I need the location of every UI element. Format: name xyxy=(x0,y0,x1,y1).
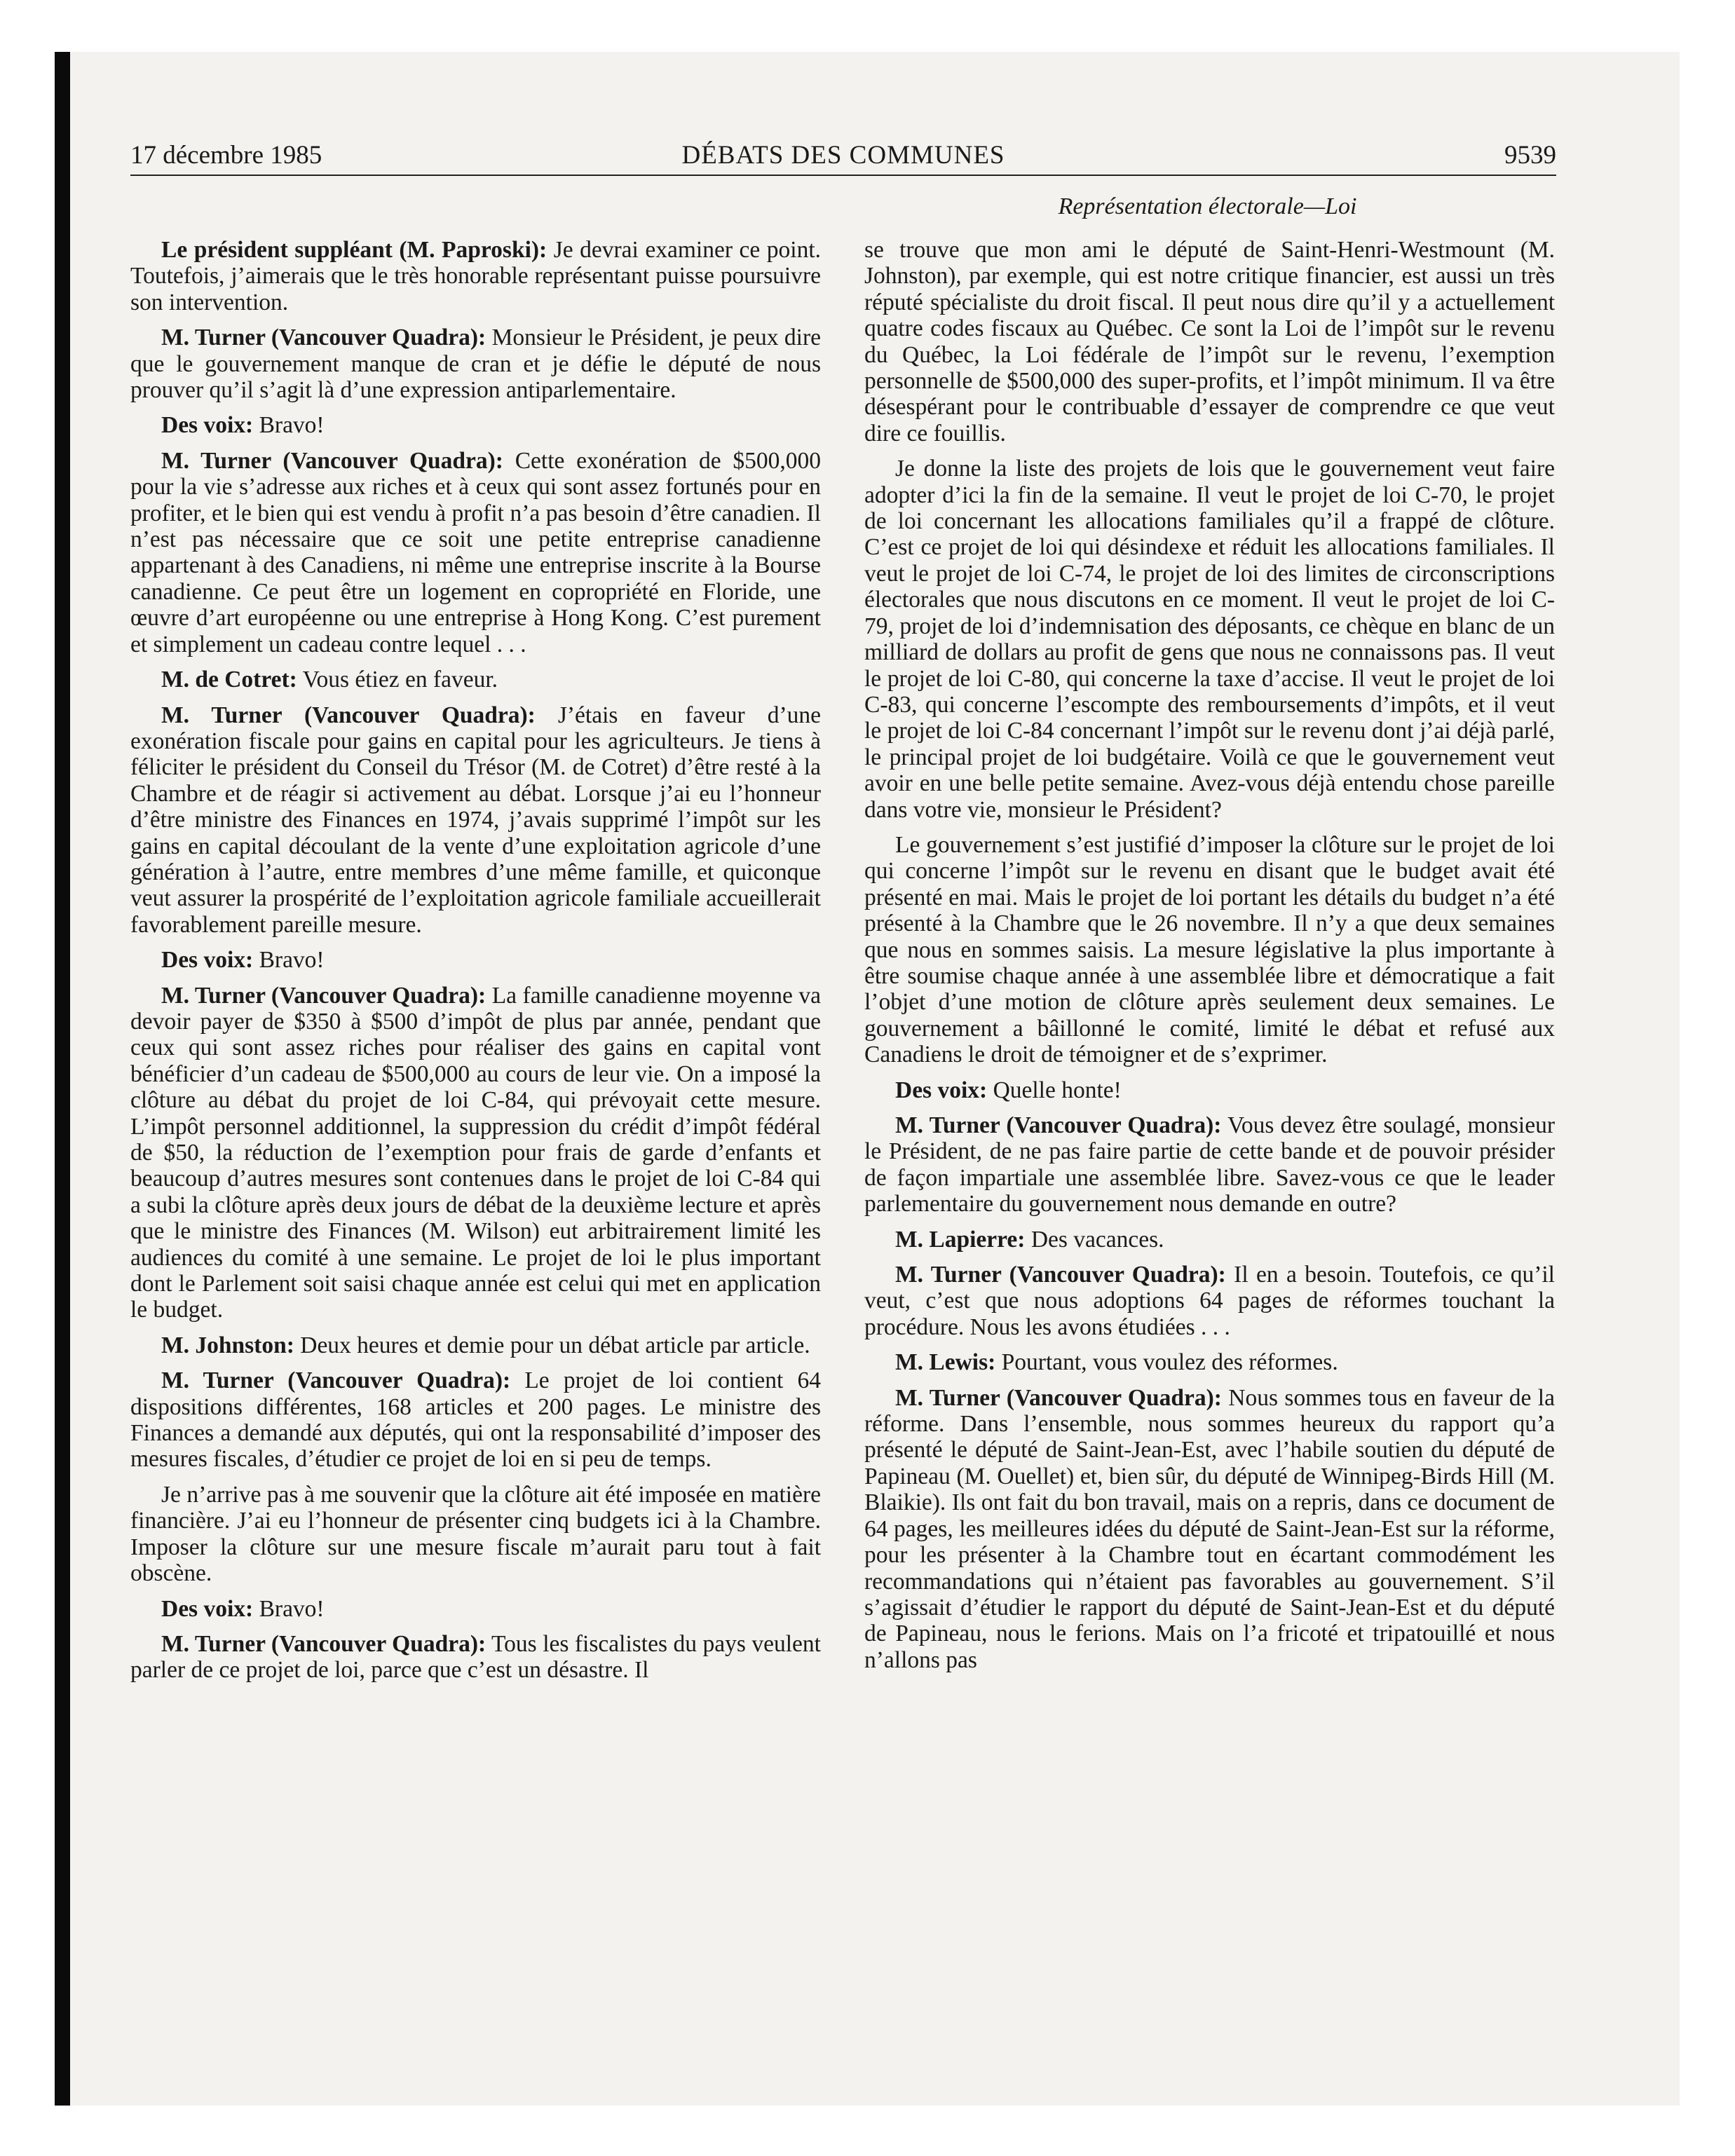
paragraph xyxy=(130,1367,821,1473)
speaker-name: M. Turner (Vancouver Quadra): xyxy=(161,325,487,351)
paragraph xyxy=(864,1349,1555,1375)
paragraph-text: Des vacances. xyxy=(1025,1226,1164,1253)
paragraph xyxy=(864,237,1555,446)
paragraph-text: Monsieur le Président, je peux dire que le gouvernement manque de cran et je défie le député de nous prouver qu’il s’agit là d’une expression antiparlementaire. xyxy=(130,325,821,404)
paragraph xyxy=(130,325,821,403)
header-title: DÉBATS DES COMMUNES xyxy=(681,141,1005,170)
paragraph-text: La famille canadienne moyenne va devoir payer de $350 à $500 d’impôt de plus par année, pendant que ceux qui sont assez riches pour réaliser des gains en capital vont bénéficier d’un cadeau de $500,000 au cours de leur vie. On a imposé la clôture au débat du projet de loi C-84, qui prévoyait cette mesure. L’impôt personnel additionnel, la suppression du crédit d’impôt fédéral de $50, la réduction de l’exemption pour frais de garde d’enfants et beaucoup d’autres mesures sont contenues dans le projet de loi C-84 qui a subi la clôture après deux jours de débat de la deuxième lecture et après que le ministre des Finances (M. Wilson) eut arbitrairement limité les audiences du comité à une semaine. Le projet de loi le plus important dont le Parlement soit saisi chaque année est celui qui met en application le budget. xyxy=(130,982,821,1323)
paragraph xyxy=(864,832,1555,1068)
speaker-name: M. Turner (Vancouver Quadra): xyxy=(161,447,503,474)
paragraph xyxy=(130,1482,821,1587)
paragraph xyxy=(864,1227,1555,1253)
paragraph-text: Le gouvernement s’est justifié d’imposer la clôture sur le projet de loi qui concerne l’impôt sur le revenu en disant que le budget avait été présenté en mai. Mais le projet de loi portant les détails du budget n’a été présenté à la Chambre que le 26 novembre. Il n’y a que deux semaines que nous en sommes saisis. La mesure législative la plus importante à être soumise chaque année à une assemblée libre et démocratique a fait l’objet d’une motion de clôture après seulement deux semaines. Le gouvernement a bâillonné le comité, limité le débat et refusé aux Canadiens le droit de témoigner et de s’exprimer. xyxy=(864,831,1555,1068)
paragraph-text: Il en a besoin. Toutefois, ce qu’il veut, c’est que nous adoptions 64 pages de réformes touchant la procédure. Nous les avons étudiées . . . xyxy=(864,1262,1555,1340)
paragraph xyxy=(864,1385,1555,1673)
paragraph xyxy=(130,702,821,939)
speaker-name: Des voix: xyxy=(895,1077,988,1103)
paragraph-text: Quelle honte! xyxy=(987,1077,1122,1103)
paragraph-text: Bravo! xyxy=(253,1595,325,1622)
paragraph-text: Tous les fiscalistes du pays veulent parler de ce projet de loi, parce que c’est un désastre. Il xyxy=(130,1630,821,1684)
speaker-name: M. de Cotret: xyxy=(161,667,297,693)
paragraph xyxy=(130,448,821,657)
paragraph xyxy=(130,237,821,315)
speaker-name: M. Turner (Vancouver Quadra): xyxy=(895,1112,1222,1138)
paragraph-text: Pourtant, vous voulez des réformes. xyxy=(995,1349,1338,1376)
speaker-name: M. Lewis: xyxy=(895,1349,996,1376)
speaker-name: M. Turner (Vancouver Quadra): xyxy=(895,1262,1226,1288)
speaker-name: Le président suppléant (M. Paproski): xyxy=(161,237,547,263)
header-date: 17 décembre 1985 xyxy=(130,141,322,170)
paragraph-text: Bravo! xyxy=(253,947,325,974)
page-header xyxy=(130,140,1556,179)
speaker-name: M. Johnston: xyxy=(161,1332,294,1358)
paragraph-text: Je devrai examiner ce point. Toutefois, j’aimerais que le très honorable représentant puisse poursuivre son intervention. xyxy=(130,237,821,315)
paragraph xyxy=(130,983,821,1323)
speaker-name: M. Turner (Vancouver Quadra): xyxy=(161,702,536,728)
paragraph xyxy=(130,667,821,692)
paragraph xyxy=(130,412,821,438)
speaker-name: M. Turner (Vancouver Quadra): xyxy=(895,1384,1222,1411)
speaker-name: M. Turner (Vancouver Quadra): xyxy=(161,1367,511,1394)
paragraph-text: Nous sommes tous en faveur de la réforme. Dans l’ensemble, nous sommes heureux du rapport qu’a présenté le député de Saint-Jean-Est, avec l’habile soutien du député de Papineau (M. Ouellet) et, bien sûr, du député de Winnipeg-Birds Hill (M. Blaikie). Ils ont fait du bon travail, mais on a repris, dans ce document de 64 pages, les meilleures idées du député de Saint-Jean-Est sur la réforme, pour les présenter à la Chambre tout en écartant commodément les recommandations qui n’étaient pas favorables au gouvernement. S’il s’agissait d’étudier le rapport du député de Saint-Jean-Est et du député de Papineau, nous le ferions. Mais on l’a fricoté et tripatouillé et nous n’allons pas xyxy=(864,1384,1555,1673)
paragraph-text: Cette exonération de $500,000 pour la vie s’adresse aux riches et à ceux qui sont assez fortunés pour en profiter, et le bien qui est vendu à profit n’a pas besoin d’être canadien. Il n’est pas nécessaire que ce soit une petite entreprise canadienne appartenant à des Canadiens, ni même une entreprise inscrite à la Bourse canadienne. Ce peut être un logement en copropriété en Floride, une œuvre d’art européenne ou une entreprise à Hong Kong. C’est purement et simplement un cadeau contre lequel . . . xyxy=(130,447,821,657)
paragraph xyxy=(864,1112,1555,1217)
paragraph xyxy=(130,1332,821,1358)
scan-edge xyxy=(55,52,70,2106)
header-rule xyxy=(130,175,1556,176)
speaker-name: M. Turner (Vancouver Quadra): xyxy=(161,1630,487,1657)
paragraph-text: Le projet de loi contient 64 dispositions différentes, 168 articles et 200 pages. Le ministre des Finances a demandé aux députés, qui ont la responsabilité d’imposer des mesures fiscales, d’étudier ce projet de loi en si peu de temps. xyxy=(130,1367,821,1473)
speaker-name: M. Lapierre: xyxy=(895,1226,1026,1253)
speaker-name: Des voix: xyxy=(161,1595,254,1622)
speaker-name: M. Turner (Vancouver Quadra): xyxy=(161,982,487,1009)
paragraph-text: Vous devez être soulagé, monsieur le Président, de ne pas faire partie de cette bande et de pouvoir présider de façon impartiale une assemblée libre. Savez-vous ce que le leader parlementaire du gouvernement nous demande en outre? xyxy=(864,1112,1556,1217)
running-head: Représentation électorale—Loi xyxy=(1058,193,1357,219)
paragraph xyxy=(130,1596,821,1622)
paragraph-text: Deux heures et demie pour un débat article par article. xyxy=(294,1332,810,1358)
paragraph-text: Bravo! xyxy=(253,412,325,439)
paragraph-text: se trouve que mon ami le député de Saint-Henri-Westmount (M. Johnston), par exemple, qui est notre critique financier, est aussi un très réputé spécialiste du droit fiscal. Il peut nous dire qu’il y a actuellement quatre codes fiscaux au Québec. Ce sont la Loi de l’impôt sur le revenu du Québec, la Loi fédérale de l’impôt sur le revenu, l’exemption personnelle de $500,000 des super-profits, et l’impôt minimum. Il va être désespérant pour le contribuable d’essayer de comprendre ce que veut dire ce fouillis. xyxy=(864,237,1555,446)
paragraph xyxy=(864,456,1555,823)
paragraph-text: J’étais en faveur d’une exonération fiscale pour gains en capital pour les agriculteurs. Je tiens à féliciter le président du Conseil du Trésor (M. de Cotret) d’être resté à la Chambre et de réagir si activement au débat. Lorsque j’ai eu l’honneur d’être ministre des Finances en 1974, j’avais supprimé l’impôt sur les gains en capital découlant de la vente d’une exploitation agricole d’une génération à l’autre, entre membres d’une même famille, et quiconque veut assurer la prospérité de l’exploitation agricole familiale accueillerait favorablement pareille mesure. xyxy=(130,702,821,938)
paragraph xyxy=(864,1262,1555,1340)
paragraph-text: Je n’arrive pas à me souvenir que la clôture ait été imposée en matière financière. J’ai eu l’honneur de présenter cinq budgets ici à la Chambre. Imposer la clôture sur une mesure fiscale m’aurait paru tout à fait obscène. xyxy=(130,1481,821,1587)
paragraph xyxy=(130,1631,821,1684)
speaker-name: Des voix: xyxy=(161,412,254,439)
paragraph xyxy=(864,1077,1555,1103)
paragraph-text: Je donne la liste des projets de lois que le gouvernement veut faire adopter d’ici la fin de la semaine. Il veut le projet de loi C-70, le projet de loi concernant les allocations familiales qu’il a frappé de clôture. C’est ce projet de loi qui désindexe et réduit les allocations familiales. Il veut le projet de loi C-74, le projet de loi des limites de circonscriptions électorales que nous discutons en ce moment. Il veut le projet de loi C-79, projet de loi d’indemnisation des déposants, ce chèque en blanc de un milliard de dollars au profit de gens que nous ne connaissons pas. Il veut le projet de loi C-80, qui concerne la taxe d’accise. Il veut le projet de loi C-83, qui concerne l’escompte des remboursements d’impôts, et il veut le projet de loi C-84 concernant l’impôt sur le revenu dont j’ai déjà parlé, le principal projet de loi budgétaire. Voilà ce que le gouvernement veut avoir en une belle petite semaine. Avez-vous déjà entendu chose pareille dans votre vie, monsieur le Président? xyxy=(864,456,1555,823)
header-page-number: 9539 xyxy=(1504,141,1556,170)
paragraph-text: Vous étiez en faveur. xyxy=(297,667,498,693)
left-column xyxy=(130,237,821,1693)
right-column xyxy=(864,237,1555,1682)
paragraph xyxy=(130,947,821,973)
speaker-name: Des voix: xyxy=(161,947,254,974)
